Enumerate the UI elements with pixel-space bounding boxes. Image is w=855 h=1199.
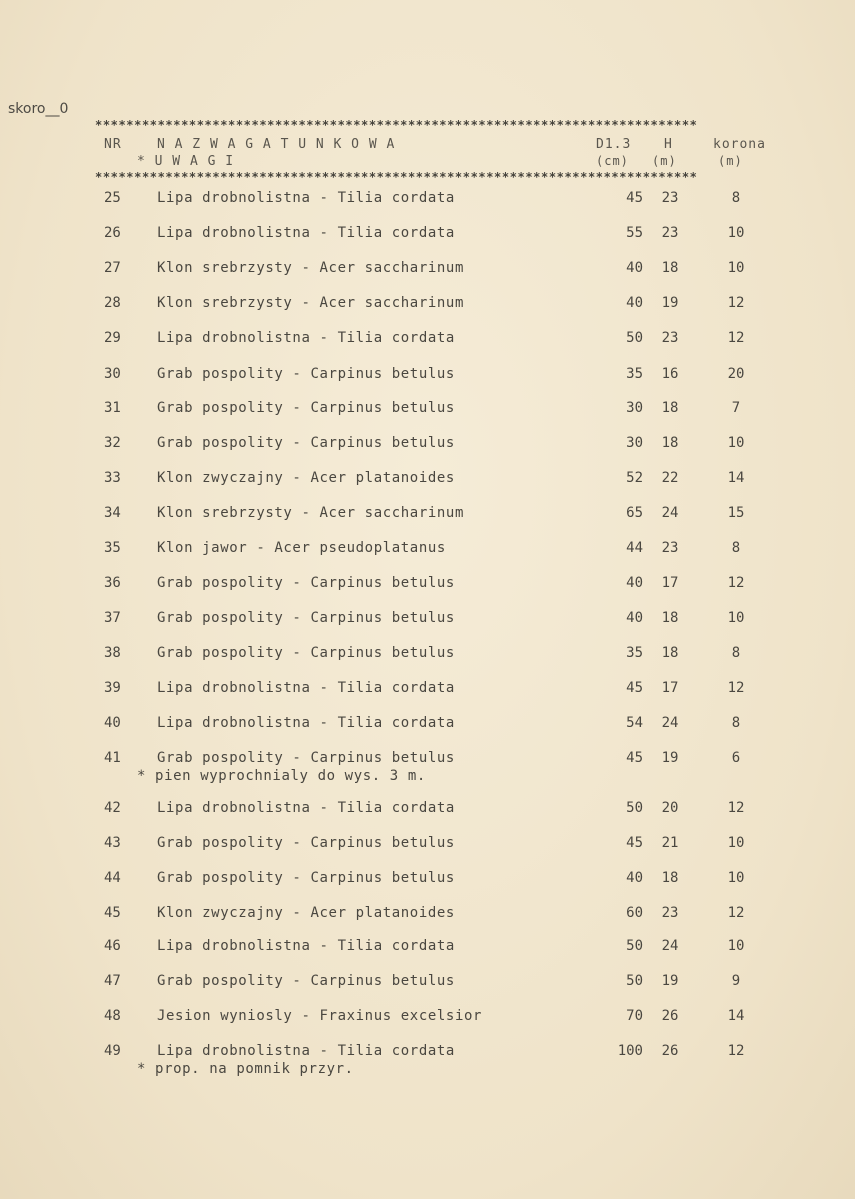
crown-value: 12 — [727, 295, 745, 311]
crown-value: 10 — [727, 835, 745, 851]
height-value: 18 — [661, 870, 679, 886]
tree-number: 34 — [104, 505, 121, 521]
height-value: 17 — [661, 575, 679, 591]
species-name: Klon zwyczajny - Acer platanoides — [157, 905, 455, 921]
crown-value: 8 — [731, 715, 741, 731]
tree-number: 31 — [104, 400, 121, 416]
species-name: Grab pospolity - Carpinus betulus — [157, 400, 455, 416]
separator-header: ***************************************************************************** — [95, 170, 698, 184]
diameter-value: 55 — [626, 225, 643, 241]
diameter-value: 35 — [626, 645, 643, 661]
crown-value: 12 — [727, 905, 745, 921]
species-name: Lipa drobnolistna - Tilia cordata — [157, 1043, 455, 1059]
table-row — [0, 870, 855, 890]
table-row — [0, 1043, 855, 1063]
diameter-value: 40 — [626, 575, 643, 591]
header-korona-unit: (m) — [718, 154, 743, 168]
species-name: Grab pospolity - Carpinus betulus — [157, 973, 455, 989]
crown-value: 8 — [731, 190, 741, 206]
tree-number: 48 — [104, 1008, 121, 1024]
table-row — [0, 470, 855, 490]
height-value: 18 — [661, 260, 679, 276]
tree-number: 49 — [104, 1043, 121, 1059]
height-value: 18 — [661, 645, 679, 661]
table-row — [0, 610, 855, 630]
header-h: H — [664, 137, 673, 152]
diameter-value: 35 — [626, 366, 643, 382]
height-value: 23 — [661, 540, 679, 556]
header-korona: korona — [713, 137, 766, 152]
species-name: Grab pospolity - Carpinus betulus — [157, 435, 455, 451]
species-name: Grab pospolity - Carpinus betulus — [157, 835, 455, 851]
header-remarks: * U W A G I — [137, 154, 235, 169]
species-name: Klon srebrzysty - Acer saccharinum — [157, 505, 464, 521]
crown-value: 20 — [727, 366, 745, 382]
species-name: Klon zwyczajny - Acer platanoides — [157, 470, 455, 486]
tree-number: 38 — [104, 645, 121, 661]
crown-value: 10 — [727, 225, 745, 241]
diameter-value: 30 — [626, 435, 643, 451]
species-name: Lipa drobnolistna - Tilia cordata — [157, 225, 455, 241]
species-name: Grab pospolity - Carpinus betulus — [157, 645, 455, 661]
tree-number: 35 — [104, 540, 121, 556]
table-row — [0, 645, 855, 665]
height-value: 24 — [661, 505, 679, 521]
species-name: Lipa drobnolistna - Tilia cordata — [157, 715, 455, 731]
table-row — [0, 575, 855, 595]
height-value: 19 — [661, 750, 679, 766]
diameter-value: 40 — [626, 610, 643, 626]
table-row — [0, 295, 855, 315]
tree-number: 33 — [104, 470, 121, 486]
diameter-value: 40 — [626, 870, 643, 886]
diameter-value: 44 — [626, 540, 643, 556]
crown-value: 8 — [731, 645, 741, 661]
diameter-value: 45 — [626, 750, 643, 766]
crown-value: 8 — [731, 540, 741, 556]
species-name: Klon srebrzysty - Acer saccharinum — [157, 260, 464, 276]
diameter-value: 40 — [626, 295, 643, 311]
crown-value: 10 — [727, 260, 745, 276]
crown-value: 10 — [727, 435, 745, 451]
crown-value: 12 — [727, 680, 745, 696]
crown-value: 12 — [727, 330, 745, 346]
height-value: 19 — [661, 973, 679, 989]
height-value: 26 — [661, 1043, 679, 1059]
height-value: 24 — [661, 715, 679, 731]
diameter-value: 45 — [626, 835, 643, 851]
tree-number: 39 — [104, 680, 121, 696]
diameter-value: 65 — [626, 505, 643, 521]
tree-number: 25 — [104, 190, 121, 206]
table-row — [0, 540, 855, 560]
table-row — [0, 750, 855, 770]
diameter-value: 52 — [626, 470, 643, 486]
diameter-value: 50 — [626, 330, 643, 346]
species-name: Lipa drobnolistna - Tilia cordata — [157, 330, 455, 346]
crown-value: 14 — [727, 470, 745, 486]
table-row — [0, 400, 855, 420]
diameter-value: 54 — [626, 715, 643, 731]
table-row — [0, 800, 855, 820]
tree-number: 41 — [104, 750, 121, 766]
tree-number: 43 — [104, 835, 121, 851]
species-name: Klon srebrzysty - Acer saccharinum — [157, 295, 464, 311]
height-value: 16 — [661, 366, 679, 382]
diameter-value: 100 — [617, 1043, 643, 1059]
species-name: Lipa drobnolistna - Tilia cordata — [157, 800, 455, 816]
table-row — [0, 1008, 855, 1028]
tree-number: 46 — [104, 938, 121, 954]
table-row — [0, 973, 855, 993]
height-value: 19 — [661, 295, 679, 311]
tree-number: 28 — [104, 295, 121, 311]
species-name: Lipa drobnolistna - Tilia cordata — [157, 938, 455, 954]
row-remark: * prop. na pomnik przyr. — [137, 1061, 354, 1077]
table-row — [0, 330, 855, 350]
diameter-value: 50 — [626, 938, 643, 954]
tree-number: 45 — [104, 905, 121, 921]
table-row — [0, 835, 855, 855]
height-value: 17 — [661, 680, 679, 696]
table-row — [0, 190, 855, 210]
species-name: Jesion wyniosly - Fraxinus excelsior — [157, 1008, 483, 1024]
table-row — [0, 905, 855, 925]
tree-number: 44 — [104, 870, 121, 886]
species-name: Grab pospolity - Carpinus betulus — [157, 870, 455, 886]
tree-number: 36 — [104, 575, 121, 591]
species-name: Klon jawor - Acer pseudoplatanus — [157, 540, 446, 556]
species-name: Grab pospolity - Carpinus betulus — [157, 610, 455, 626]
height-value: 23 — [661, 905, 679, 921]
tree-number: 32 — [104, 435, 121, 451]
crown-value: 14 — [727, 1008, 745, 1024]
diameter-value: 45 — [626, 190, 643, 206]
crown-value: 15 — [727, 505, 745, 521]
tree-number: 42 — [104, 800, 121, 816]
height-value: 26 — [661, 1008, 679, 1024]
table-row — [0, 938, 855, 958]
table-row — [0, 435, 855, 455]
header-d13-unit: (cm) — [596, 154, 629, 168]
diameter-value: 40 — [626, 260, 643, 276]
tree-number: 40 — [104, 715, 121, 731]
crown-value: 12 — [727, 1043, 745, 1059]
crown-value: 9 — [731, 973, 741, 989]
tree-number: 26 — [104, 225, 121, 241]
height-value: 22 — [661, 470, 679, 486]
crown-value: 12 — [727, 575, 745, 591]
species-name: Lipa drobnolistna - Tilia cordata — [157, 680, 455, 696]
table-row — [0, 680, 855, 700]
header-d13: D1.3 — [596, 137, 632, 152]
header-species-name: N A Z W A G A T U N K O W A — [157, 137, 396, 152]
table-row — [0, 505, 855, 525]
crown-value: 10 — [727, 938, 745, 954]
tree-number: 47 — [104, 973, 121, 989]
header-nr: NR — [104, 137, 122, 152]
species-name: Grab pospolity - Carpinus betulus — [157, 366, 455, 382]
table-row — [0, 225, 855, 245]
crown-value: 6 — [731, 750, 741, 766]
tree-number: 37 — [104, 610, 121, 626]
table-row — [0, 260, 855, 280]
height-value: 18 — [661, 435, 679, 451]
height-value: 18 — [661, 400, 679, 416]
height-value: 20 — [661, 800, 679, 816]
height-value: 21 — [661, 835, 679, 851]
crown-value: 10 — [727, 870, 745, 886]
species-name: Grab pospolity - Carpinus betulus — [157, 750, 455, 766]
crown-value: 7 — [731, 400, 741, 416]
height-value: 23 — [661, 190, 679, 206]
tree-number: 30 — [104, 366, 121, 382]
diameter-value: 45 — [626, 680, 643, 696]
row-remark: * pien wyprochnialy do wys. 3 m. — [137, 768, 426, 784]
height-value: 18 — [661, 610, 679, 626]
species-name: Grab pospolity - Carpinus betulus — [157, 575, 455, 591]
height-value: 23 — [661, 330, 679, 346]
separator-top: ***************************************************************************** — [95, 118, 698, 132]
diameter-value: 50 — [626, 800, 643, 816]
table-row — [0, 366, 855, 386]
tree-number: 29 — [104, 330, 121, 346]
diameter-value: 70 — [626, 1008, 643, 1024]
diameter-value: 50 — [626, 973, 643, 989]
species-name: Lipa drobnolistna - Tilia cordata — [157, 190, 455, 206]
table-row — [0, 715, 855, 735]
height-value: 23 — [661, 225, 679, 241]
diameter-value: 60 — [626, 905, 643, 921]
crown-value: 10 — [727, 610, 745, 626]
crown-value: 12 — [727, 800, 745, 816]
header-h-unit: (m) — [652, 154, 677, 168]
diameter-value: 30 — [626, 400, 643, 416]
document-label: skoro__0 — [8, 101, 69, 117]
height-value: 24 — [661, 938, 679, 954]
tree-number: 27 — [104, 260, 121, 276]
